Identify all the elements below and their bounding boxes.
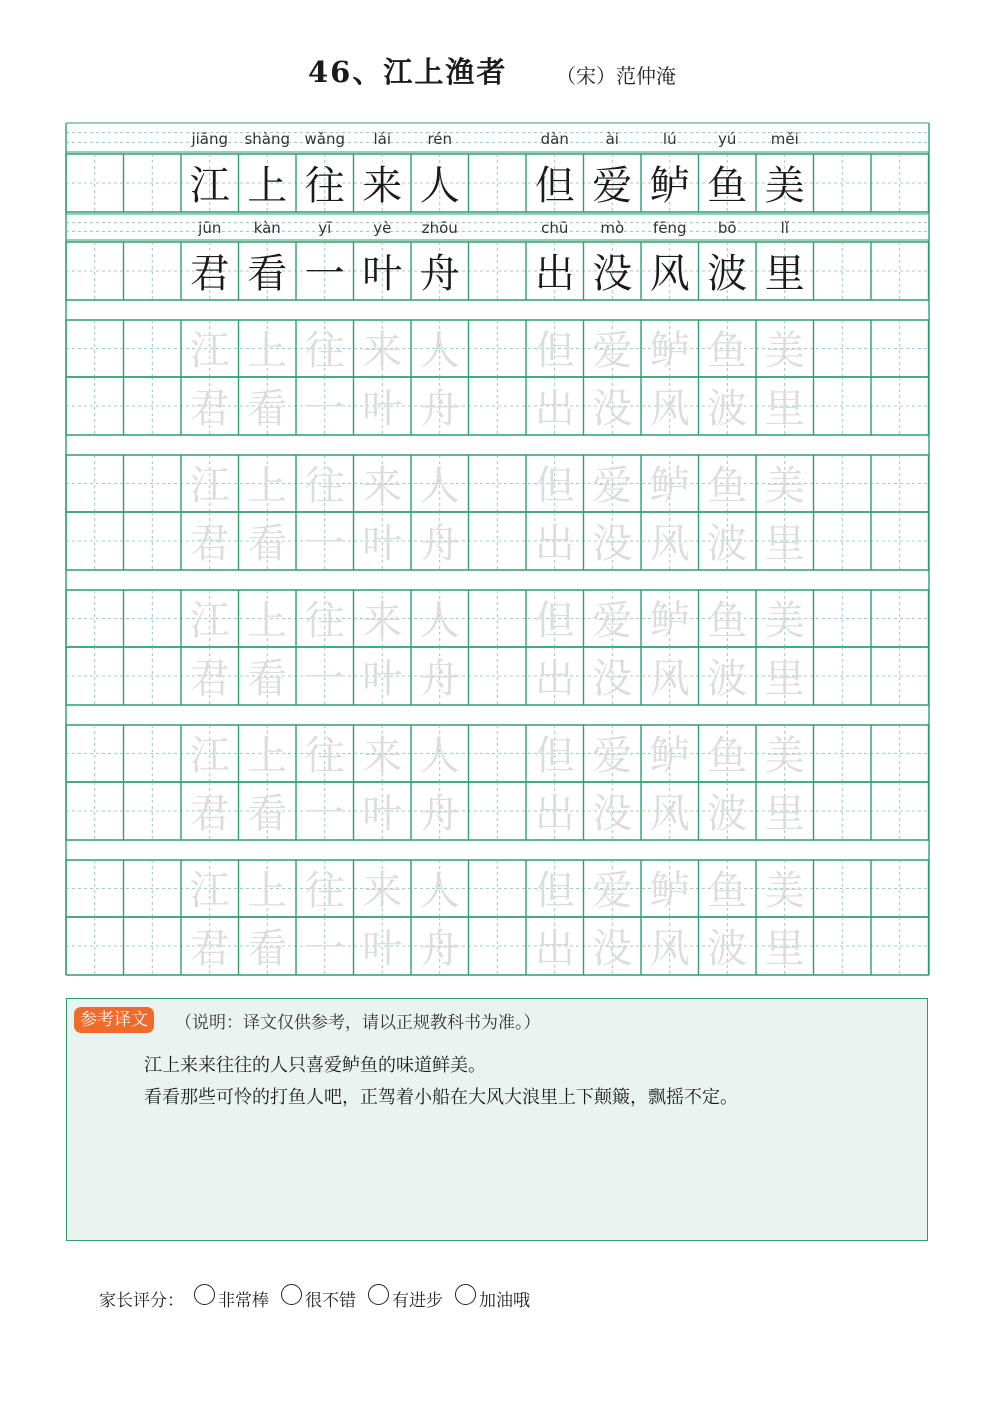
rating-option-keep-going[interactable] bbox=[455, 1286, 530, 1311]
trace-character: 上 bbox=[247, 733, 288, 779]
pinyin-syllable: lái bbox=[373, 130, 392, 148]
trace-character: 但 bbox=[534, 598, 575, 644]
rating-option-label: 有进步 bbox=[392, 1290, 443, 1311]
parent-rating bbox=[99, 1283, 542, 1313]
trace-character: 波 bbox=[707, 926, 748, 972]
poem-title: 46、江上渔者 bbox=[308, 55, 508, 89]
trace-character: 一 bbox=[304, 656, 345, 702]
trace-character: 没 bbox=[592, 521, 633, 567]
trace-character: 君 bbox=[189, 791, 230, 837]
model-character: 爱 bbox=[592, 163, 633, 209]
rating-option-good[interactable] bbox=[281, 1286, 356, 1311]
trace-character: 往 bbox=[304, 463, 345, 509]
trace-character: 来 bbox=[362, 328, 403, 374]
trace-character: 出 bbox=[534, 521, 575, 567]
trace-character: 江 bbox=[189, 328, 230, 374]
model-character: 但 bbox=[534, 163, 575, 209]
trace-character: 波 bbox=[707, 791, 748, 837]
pinyin-syllable: yè bbox=[373, 219, 392, 237]
trace-character: 上 bbox=[247, 328, 288, 374]
trace-character: 爱 bbox=[592, 328, 633, 374]
trace-character: 出 bbox=[534, 386, 575, 432]
pinyin-syllable: yī bbox=[318, 219, 332, 237]
rating-option-improved[interactable] bbox=[368, 1286, 443, 1311]
trace-character: 人 bbox=[419, 733, 460, 779]
trace-character: 江 bbox=[189, 463, 230, 509]
trace-character: 鲈 bbox=[649, 463, 690, 509]
trace-character: 里 bbox=[764, 926, 805, 972]
trace-character: 上 bbox=[247, 463, 288, 509]
trace-character: 往 bbox=[304, 328, 345, 374]
trace-character: 风 bbox=[649, 656, 690, 702]
trace-character: 波 bbox=[707, 656, 748, 702]
model-character: 里 bbox=[764, 251, 805, 297]
model-character: 风 bbox=[649, 251, 690, 297]
trace-character: 君 bbox=[189, 386, 230, 432]
trace-character: 叶 bbox=[362, 521, 403, 567]
trace-character: 一 bbox=[304, 386, 345, 432]
trace-character: 鲈 bbox=[649, 868, 690, 914]
pinyin-syllable: jūn bbox=[198, 219, 222, 237]
model-character: 鱼 bbox=[707, 163, 748, 209]
trace-character: 鲈 bbox=[649, 328, 690, 374]
trace-character: 看 bbox=[247, 791, 288, 837]
trace-character: 波 bbox=[707, 521, 748, 567]
translation-box bbox=[66, 998, 928, 1241]
trace-character: 人 bbox=[419, 463, 460, 509]
pinyin-syllable: lǐ bbox=[780, 219, 789, 237]
trace-character: 美 bbox=[764, 598, 805, 644]
pinyin-syllable: ài bbox=[605, 130, 619, 148]
trace-character: 没 bbox=[592, 656, 633, 702]
trace-character: 人 bbox=[419, 868, 460, 914]
trace-character: 鲈 bbox=[649, 733, 690, 779]
model-character: 出 bbox=[534, 251, 575, 297]
pinyin-syllable: mò bbox=[600, 219, 625, 237]
radio-circle-icon[interactable] bbox=[455, 1284, 476, 1305]
trace-character: 来 bbox=[362, 598, 403, 644]
trace-character: 叶 bbox=[362, 386, 403, 432]
translation-note: （说明：译文仅供参考，请以正规教科书为准。） bbox=[175, 1013, 541, 1033]
trace-character: 往 bbox=[304, 868, 345, 914]
trace-character: 舟 bbox=[419, 386, 460, 432]
radio-circle-icon[interactable] bbox=[368, 1284, 389, 1305]
trace-character: 爱 bbox=[592, 868, 633, 914]
poem-author: （宋）范仲淹 bbox=[556, 64, 676, 88]
pinyin-syllable: jiāng bbox=[191, 130, 229, 148]
trace-character: 叶 bbox=[362, 656, 403, 702]
trace-character: 风 bbox=[649, 926, 690, 972]
trace-character: 出 bbox=[534, 656, 575, 702]
trace-character: 出 bbox=[534, 926, 575, 972]
trace-character: 君 bbox=[189, 926, 230, 972]
trace-character: 来 bbox=[362, 868, 403, 914]
trace-character: 美 bbox=[764, 733, 805, 779]
trace-character: 看 bbox=[247, 521, 288, 567]
model-character: 舟 bbox=[419, 251, 460, 297]
model-character: 没 bbox=[592, 251, 633, 297]
trace-character: 人 bbox=[419, 328, 460, 374]
trace-character: 看 bbox=[247, 656, 288, 702]
radio-circle-icon[interactable] bbox=[281, 1284, 302, 1305]
trace-character: 爱 bbox=[592, 463, 633, 509]
model-character: 江 bbox=[189, 163, 230, 209]
trace-character: 风 bbox=[649, 521, 690, 567]
pinyin-syllable: fēng bbox=[652, 219, 687, 237]
trace-character: 爱 bbox=[592, 598, 633, 644]
trace-character: 上 bbox=[247, 598, 288, 644]
model-character: 美 bbox=[764, 163, 805, 209]
rating-label: 家长评分： bbox=[99, 1290, 184, 1311]
trace-character: 鱼 bbox=[707, 868, 748, 914]
trace-character: 鱼 bbox=[707, 463, 748, 509]
trace-character: 但 bbox=[534, 463, 575, 509]
rating-option-label: 加油哦 bbox=[479, 1290, 530, 1311]
radio-circle-icon[interactable] bbox=[194, 1284, 215, 1305]
pinyin-syllable: bō bbox=[717, 219, 737, 237]
trace-character: 君 bbox=[189, 521, 230, 567]
trace-character: 叶 bbox=[362, 926, 403, 972]
pinyin-syllable: rén bbox=[427, 130, 453, 148]
trace-character: 江 bbox=[189, 868, 230, 914]
trace-character: 舟 bbox=[419, 656, 460, 702]
trace-character: 波 bbox=[707, 386, 748, 432]
pinyin-syllable: zhōu bbox=[421, 219, 458, 237]
trace-character: 但 bbox=[534, 868, 575, 914]
trace-character: 看 bbox=[247, 926, 288, 972]
trace-character: 来 bbox=[362, 733, 403, 779]
trace-character: 看 bbox=[247, 386, 288, 432]
trace-character: 里 bbox=[764, 521, 805, 567]
translation-line-1: 江上来来往往的人只喜爱鲈鱼的味道鲜美。 bbox=[144, 1055, 486, 1076]
pinyin-syllable: lú bbox=[662, 130, 677, 148]
trace-character: 来 bbox=[362, 463, 403, 509]
model-character: 看 bbox=[247, 251, 288, 297]
trace-character: 君 bbox=[189, 656, 230, 702]
trace-character: 舟 bbox=[419, 521, 460, 567]
trace-character: 鲈 bbox=[649, 598, 690, 644]
trace-character: 鱼 bbox=[707, 598, 748, 644]
trace-character: 风 bbox=[649, 791, 690, 837]
model-character: 上 bbox=[247, 163, 288, 209]
trace-character: 往 bbox=[304, 598, 345, 644]
trace-character: 人 bbox=[419, 598, 460, 644]
trace-character: 但 bbox=[534, 733, 575, 779]
trace-character: 一 bbox=[304, 521, 345, 567]
trace-character: 一 bbox=[304, 926, 345, 972]
pinyin-syllable: měi bbox=[770, 130, 799, 148]
pinyin-syllable: chū bbox=[541, 219, 569, 237]
trace-character: 一 bbox=[304, 791, 345, 837]
rating-option-excellent[interactable] bbox=[194, 1286, 269, 1311]
trace-character: 里 bbox=[764, 791, 805, 837]
trace-character: 鱼 bbox=[707, 328, 748, 374]
trace-character: 没 bbox=[592, 926, 633, 972]
trace-character: 舟 bbox=[419, 791, 460, 837]
trace-character: 往 bbox=[304, 733, 345, 779]
pinyin-syllable: yú bbox=[718, 130, 737, 148]
trace-character: 爱 bbox=[592, 733, 633, 779]
model-character: 来 bbox=[362, 163, 403, 209]
trace-character: 鱼 bbox=[707, 733, 748, 779]
pinyin-syllable: kàn bbox=[253, 219, 281, 237]
trace-character: 江 bbox=[189, 733, 230, 779]
trace-character: 风 bbox=[649, 386, 690, 432]
model-character: 人 bbox=[419, 163, 460, 209]
trace-character: 里 bbox=[764, 386, 805, 432]
pinyin-syllable: wǎng bbox=[304, 130, 345, 148]
trace-character: 里 bbox=[764, 656, 805, 702]
trace-character: 没 bbox=[592, 791, 633, 837]
translation-line-2: 看看那些可怜的打鱼人吧，正驾着小船在大风大浪里上下颠簸，飘摇不定。 bbox=[144, 1087, 738, 1108]
trace-character: 美 bbox=[764, 868, 805, 914]
rating-option-label: 很不错 bbox=[305, 1290, 356, 1311]
trace-character: 出 bbox=[534, 791, 575, 837]
rating-option-label: 非常棒 bbox=[218, 1290, 269, 1311]
model-character: 一 bbox=[304, 251, 345, 297]
trace-character: 美 bbox=[764, 328, 805, 374]
trace-character: 没 bbox=[592, 386, 633, 432]
translation-badge: 参考译文 bbox=[74, 1007, 154, 1033]
trace-character: 美 bbox=[764, 463, 805, 509]
pinyin-syllable: dàn bbox=[540, 130, 569, 148]
trace-character: 舟 bbox=[419, 926, 460, 972]
trace-character: 但 bbox=[534, 328, 575, 374]
model-character: 叶 bbox=[362, 251, 403, 297]
model-character: 波 bbox=[707, 251, 748, 297]
trace-character: 叶 bbox=[362, 791, 403, 837]
pinyin-syllable: shàng bbox=[244, 130, 291, 148]
model-character: 往 bbox=[304, 163, 345, 209]
model-character: 鲈 bbox=[649, 163, 690, 209]
model-character: 君 bbox=[189, 251, 230, 297]
trace-character: 上 bbox=[247, 868, 288, 914]
trace-character: 江 bbox=[189, 598, 230, 644]
